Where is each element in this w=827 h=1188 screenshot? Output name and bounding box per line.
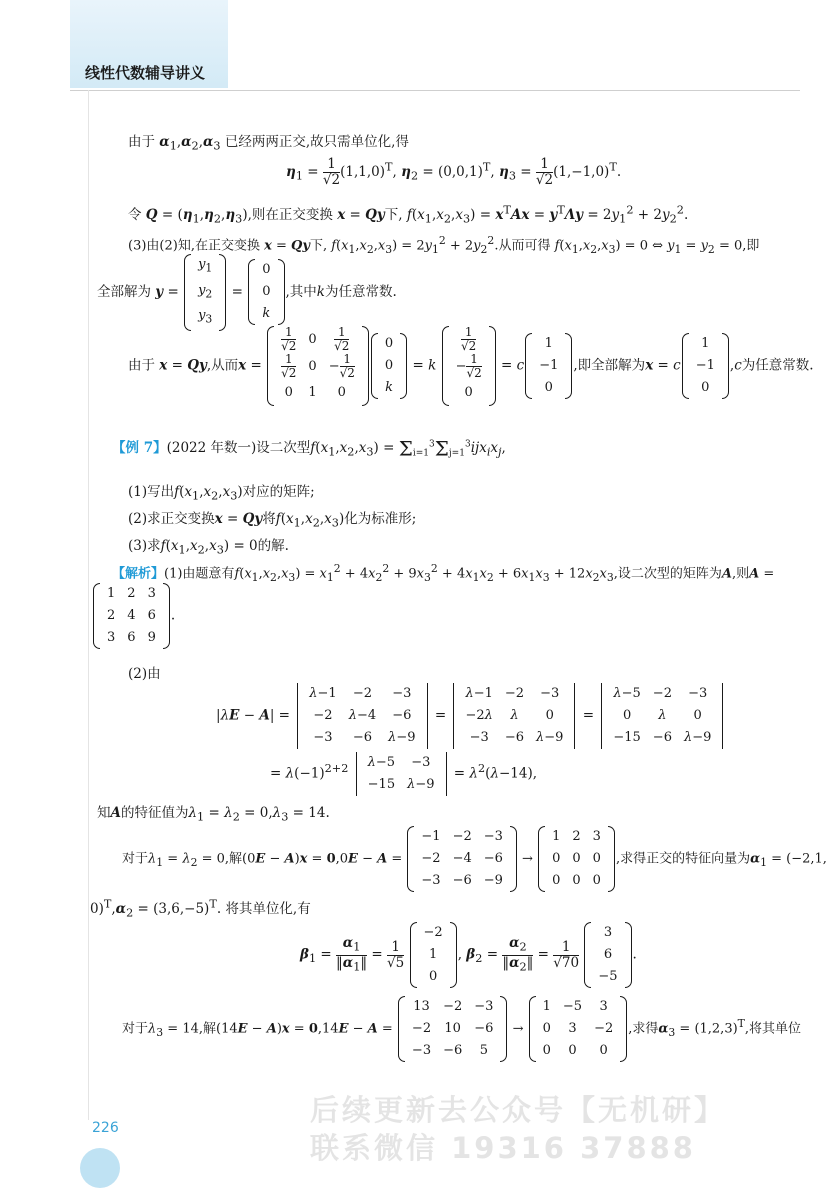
t3b: ,则在正交变换: [247, 207, 333, 223]
q2: (2)求正交变换: [128, 511, 215, 527]
t5a: 全部解为: [97, 283, 151, 300]
t4b: 下,: [309, 238, 328, 254]
q1b: 对应的矩阵;: [242, 484, 315, 500]
sol-a: (1)由题意有: [164, 566, 235, 582]
t4c: .从而可得: [494, 238, 551, 254]
t1: 由于: [128, 134, 155, 150]
corner-decoration: [80, 1148, 120, 1188]
case2a: 对于: [122, 1021, 149, 1037]
q1: (1)写出: [128, 484, 175, 500]
text-line-5: 全部解为 y = $y_1$ $y_2$ $y_3$ = 0 0 k ,其中k为任意常数.: [97, 254, 397, 331]
matrix-0e-a: −1 −2 −3 −2 −4 −6 −3 −6 −9: [406, 826, 518, 892]
header-divider: [70, 90, 800, 91]
t6b: ,从而: [206, 357, 239, 374]
beta-vectors: $\beta_1$ = $\frac{\alpha_1}{‖\alpha_1‖}$ = $\frac{1}{√5}$ −2 1 0 , $\beta_2$ = $\frac{\alpha_2}{‖\alpha_2‖}$ = $\frac{1}{√70}$ 3 6 −5 .: [300, 922, 637, 988]
t1b: 已经两两正交,故只需单位化,得: [224, 134, 409, 150]
sol-b: ,设二次型的矩阵为: [613, 566, 722, 582]
eigenvalues-line: 知A的特征值为$\lambda_1 = \lambda_2 = 0,\lambda_3 = 14$.: [97, 805, 330, 824]
watermark-line-2: 联系微信 19316 37888: [310, 1131, 696, 1165]
zero-zero-k-vector: 0 0 k: [247, 259, 285, 325]
determinant-result: = $\lambda(-1)^{2+2}$ λ−5 −3 −15 λ−9 = $\lambda^2(\lambda-14)$,: [270, 752, 537, 796]
text-line-1: 由于 $\alpha_1,\alpha_2,\alpha_3$ 已经两两正交,故只需单位化,得: [128, 134, 409, 153]
t3c: 下,: [384, 207, 403, 223]
case1d: 将其单位化,有: [225, 901, 311, 917]
t3a: 令: [128, 207, 142, 223]
question-1: (1)写出$f(x_1,x_2,x_3)$对应的矩阵;: [128, 484, 315, 503]
case1c: ,求得正交的特征向量为: [615, 851, 751, 867]
alpha-vectors: α: [159, 134, 170, 150]
case-lambda-14: 对于$\lambda_3 = 14$,解(14E − A)x = 0,14E − A = 13 −2 −3 −2 10 −6 −3 −6 5 → 1 −5 3 0 3 −2 0 0 0 ,求得$\alpha_3 = (1,2,3)^T$,将其单位: [122, 996, 801, 1062]
q-matrix: $\frac{1}{√2}$ 0 $\frac{1}{√2}$ $\frac{1}{√2}$ 0 − $\frac{1}{√2}$ 0 1 0: [266, 326, 370, 406]
solution-tag: 【解析】: [112, 566, 165, 582]
alpha-continuation: $0)^T,\alpha_2 = (3,6,-5)^T$. 将其单位化,有: [90, 897, 311, 920]
p2: (2)由: [128, 666, 161, 682]
eig: 知: [97, 805, 111, 821]
matrix-14e-a-reduced: 1 −5 3 0 3 −2 0 0 0: [528, 996, 629, 1062]
one-neg-one-zero-vector: 1 −1 0: [524, 333, 573, 399]
text-line-6: 由于 x = Qy,从而x = $\frac{1}{√2}$ 0 $\frac{1}{√2}$ $\frac{1}{√2}$ 0 − $\frac{1}{√2}$ 0 1 0 0 0 k = k $\frac{1}{√2}$ − $\frac{1}{√2}$ 0 = c 1 −1 0 ,即全部解为x = c 1 −1 0 ,c为任意常数.: [128, 326, 814, 406]
eta-formula: $\eta_1$ = $\frac{1}{√2}$ $(1,1,0)^T$, $\eta_2 = (0,0,1)^T$, $\eta_3$ = $\frac{1}{√2}$ $(1,-1,0)^T$.: [286, 156, 622, 188]
t5b: ,其中: [285, 283, 317, 300]
q2c: 化为标准形;: [344, 511, 417, 527]
beta1-vector: −2 1 0: [409, 922, 458, 988]
case2d: ,将其单位: [744, 1021, 802, 1037]
question-3: (3)求$f(x_1,x_2,x_3) = 0$的解.: [128, 538, 289, 557]
watermark-line-1: 后续更新去公众号【无机研】: [310, 1093, 727, 1127]
matrix-14e-a: 13 −2 −3 −2 10 −6 −3 −6 5: [397, 996, 509, 1062]
beta2-vector: 3 6 −5: [583, 922, 632, 988]
example-7: 【例 7】(2022 年数一)设二次型$f(x_1,x_2,x_3) = \Sigma_{i=1}^3\Sigma_{j=1}^3ijx_ix_j$,: [112, 436, 506, 461]
one-neg-one-zero-vector-2: 1 −1 0: [681, 333, 730, 399]
y-vector: $y_1$ $y_2$ $y_3$: [183, 254, 227, 331]
q2b: 将: [262, 511, 276, 527]
solution-line-1: 【解析】(1)由题意有$f(x_1,x_2,x_3) = x_1^2 + 4x_2^2 + 9x_3^2 + 4x_1x_2 + 6x_1x_3 + 12x_2x_3$,设二次型的矩阵为A,则A =: [112, 562, 775, 584]
page-number: 226: [92, 1120, 119, 1136]
unit-vector: $\frac{1}{√2}$ − $\frac{1}{√2}$ 0: [441, 326, 497, 406]
q3: (3)求: [128, 538, 161, 554]
case1a: 对于: [122, 851, 149, 867]
part-2-label: [128, 662, 161, 682]
question-2: (2)求正交变换x = Qy将$f(x_1,x_2,x_3)$化为标准形;: [128, 511, 417, 530]
determinant-chain: |λE − A| = λ−1 −2 −3 −2 λ−4 −6 −3 −6 λ−9 = λ−1 −2 −3 −2λ λ 0 −3 −6 λ−9 = λ−5 −2 −3 0 λ 0 −15 −6 λ−9: [216, 683, 726, 749]
text-line-3: 令 $Q = (\eta_1,\eta_2,\eta_3)$,则在正交变换 x = Qy下, $f(x_1,x_2,x_3) = x^TAx = y^T\Lambda y = 2y_1^2 + 2y_2^2$.: [128, 203, 689, 226]
t5c: 为任意常数.: [324, 283, 397, 300]
t6a: 由于: [128, 357, 155, 374]
matrix-0e-a-reduced: 1 2 3 0 0 0 0 0 0: [537, 826, 616, 892]
t4d: ,即: [742, 238, 760, 254]
case-lambda-0: 对于$\lambda_1 = \lambda_2 = 0$,解(0E − A)x = 0,0E − A = −1 −2 −3 −2 −4 −6 −3 −6 −9 → 1 2 3 0 0 0 0 0 0 ,求得正交的特征向量为$\alpha_1 = (-2,1$,: [122, 826, 827, 892]
t4a: (3)由(2)知,在正交变换: [128, 238, 260, 254]
example-tag: 【例 7】: [112, 440, 167, 456]
matrix-a: 1 2 3 2 4 6 3 6 9 .: [92, 583, 175, 649]
text-line-4: (3)由(2)知,在正交变换 x = Qy下, $f(x_1,x_2,x_3) = 2y_1^2 + 2y_2^2$.从而可得 $f(x_1,x_2,x_3) = 0$ ⇔ $y_1 = y_2 = 0$,即: [128, 234, 760, 256]
eig-b: 的特征值为: [120, 805, 189, 821]
page-header-title: 线性代数辅导讲义: [85, 64, 206, 82]
det-3: λ−5 −2 −3 0 λ 0 −15 −6 λ−9: [598, 683, 726, 749]
det-1: λ−1 −2 −3 −2 λ−4 −6 −3 −6 λ−9: [294, 683, 430, 749]
case2b: ,解: [198, 1021, 216, 1037]
q3b: 的解.: [257, 538, 289, 554]
zero-zero-k-vector-2: 0 0 k: [370, 333, 408, 399]
case2c: ,求得: [628, 1021, 659, 1037]
matrix-a-body: 1 2 3 2 4 6 3 6 9: [92, 583, 171, 649]
t6c: ,即全部解为: [573, 357, 646, 374]
margin-guide: [88, 90, 89, 1120]
det-4: λ−5 −3 −15 λ−9: [353, 752, 450, 796]
example-text: (2022 年数一)设二次型: [166, 440, 311, 456]
case1b: ,解: [224, 851, 243, 867]
t6d: 为任意常数.: [741, 357, 814, 374]
det-2: λ−1 −2 −3 −2λ λ 0 −3 −6 λ−9: [450, 683, 578, 749]
sol-c: ,则: [732, 566, 750, 582]
